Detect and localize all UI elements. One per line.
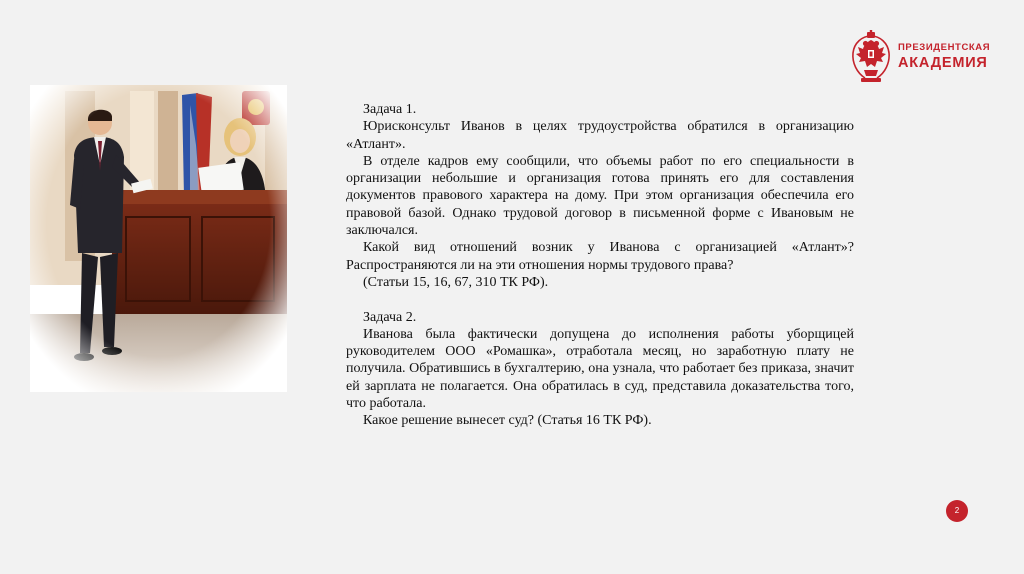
task-text-block: [346, 101, 854, 430]
task-1-reference: (Статьи 15, 16, 67, 310 ТК РФ).: [363, 274, 549, 290]
logo-line-2: АКАДЕМИЯ: [898, 54, 988, 71]
task-1-heading: Задача 1.: [363, 102, 417, 117]
task-2-paragraph: Иванова была фактически допущена до исполнения работы уборщицей руководителем ООО «Ромашка», отработала месяц, но заработную плату не получила. Обратившись в бухгалтерию, она узнала, что работает без приказа, значит ей зарплата не полагается. Она обратилась в суд, представила доказательства того, что работала.: [346, 326, 854, 412]
task-1-paragraph: Юрисконсульт Иванов в целях трудоустройства обратился в организацию «Атлант».: [346, 119, 854, 152]
logo-text: [898, 43, 990, 70]
logo-line-1: ПРЕЗИДЕНТСКАЯ: [898, 42, 991, 53]
task-2-heading: Задача 2.: [363, 309, 417, 325]
task-1-question: Какой вид отношений возник у Иванова с организацией «Атлант»? Распространяются ли на эти отношения нормы трудового права?: [346, 240, 854, 273]
double-headed-eagle-emblem-icon: [848, 30, 894, 86]
courtroom-illustration: [30, 85, 287, 392]
task-2-question: Какое решение вынесет суд? (Статья 16 ТК РФ).: [363, 413, 652, 429]
presidential-academy-logo[interactable]: [848, 30, 991, 86]
task-1-paragraph: В отделе кадров ему сообщили, что объемы работ по его специальности в организации небольшие и организация готова принять его для составления документов правового характера на дому. При этом организация обеспечила его правовой базой. Однако трудовой договор в письменной форме с Ивановым не заключался.: [346, 153, 854, 239]
page-number-badge: 2: [946, 500, 968, 522]
spacer: [346, 291, 854, 308]
